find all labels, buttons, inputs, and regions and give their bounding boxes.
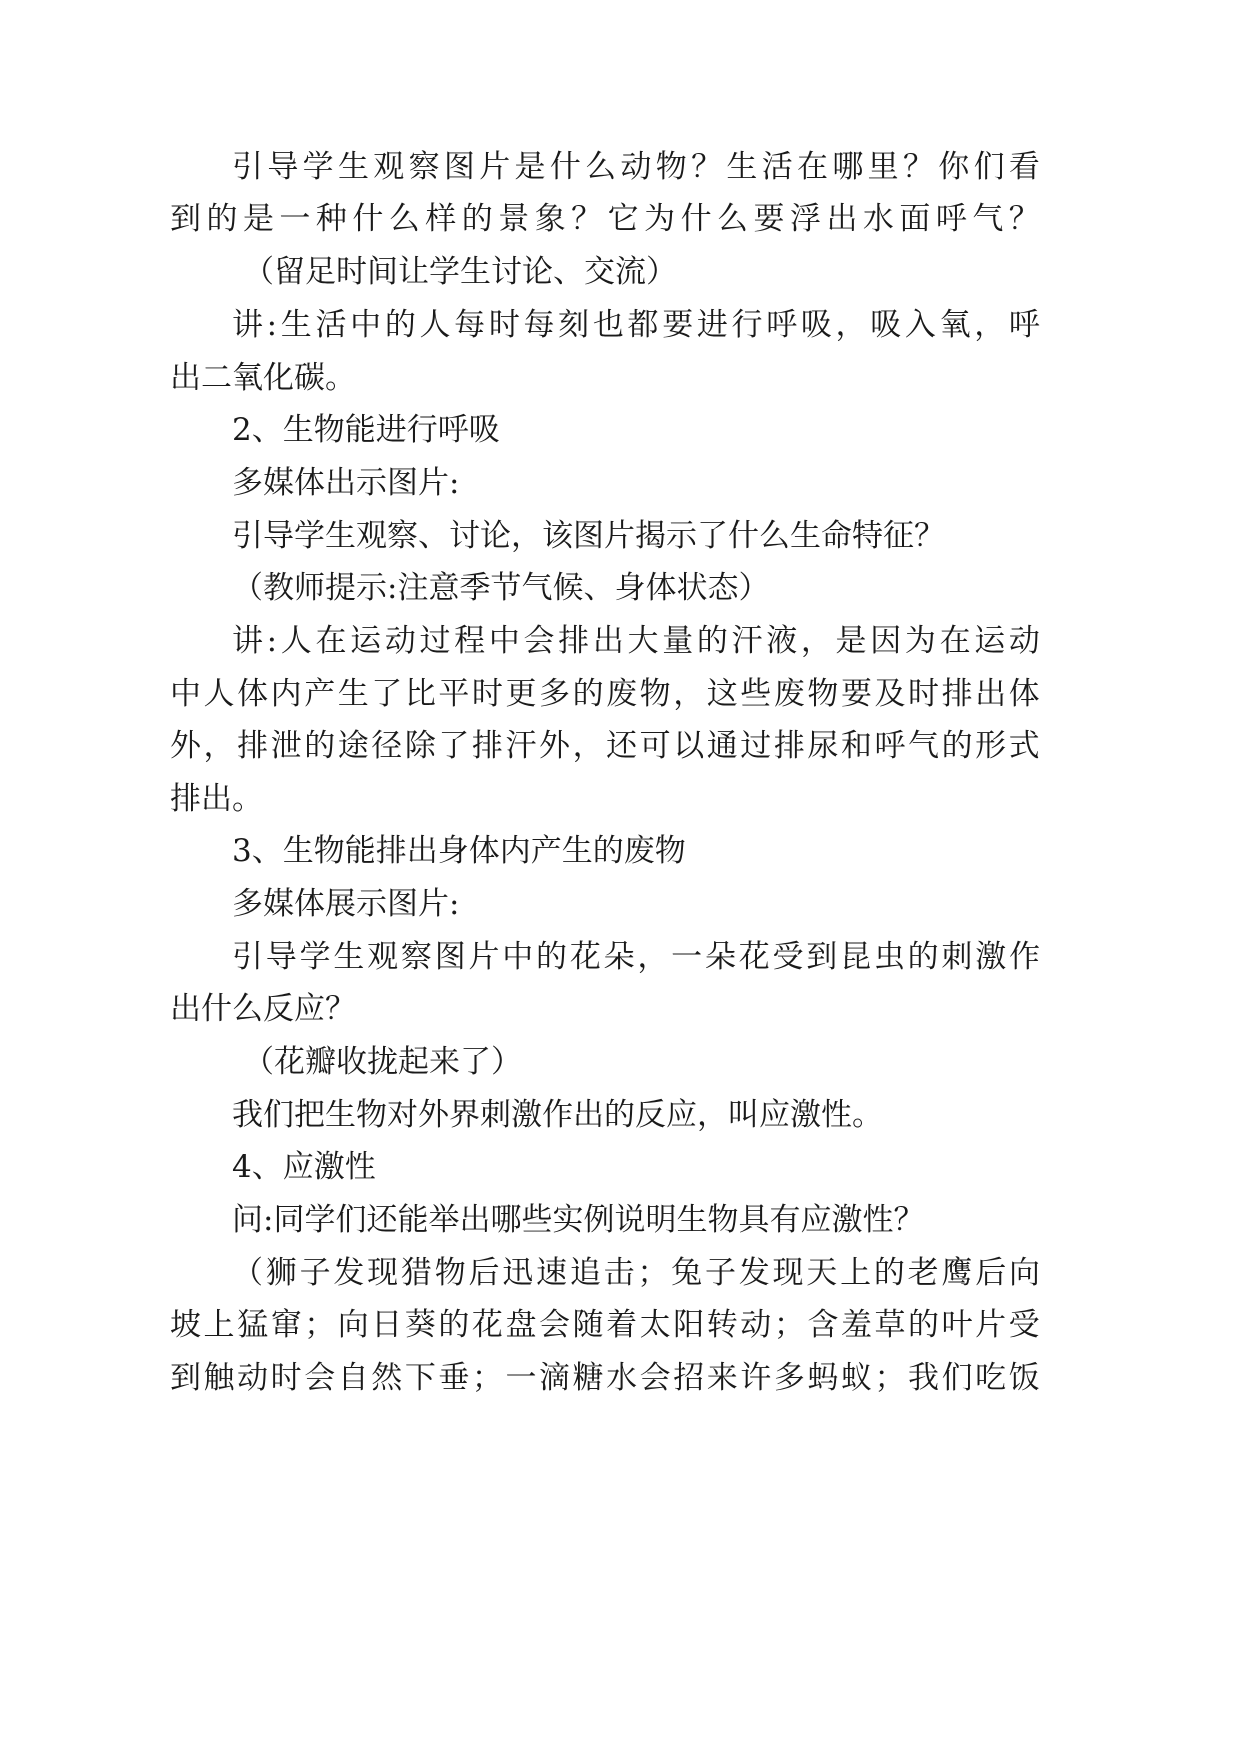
text-line: 我们把生物对外界刺激作出的反应，叫应激性。	[232, 1097, 883, 1133]
text-line: 坡 上 猛 窜 ； 向 日 葵 的 花 盘 会 随 着 太 阳 转 动 ； 含 羞 草 的 叶 片 受	[170, 1307, 1040, 1343]
text-line: 讲 : 生 活 中 的 人 每 时 每 刻 也 都 要 进 行 呼 吸 ， 吸 入 氧 ， 呼	[232, 307, 1040, 343]
text-line: 3、生物能排出身体内产生的废物	[232, 833, 686, 869]
text-line: 引 导 学 生 观 察 图 片 是 什 么 动 物 ？ 生 活 在 哪 里 ？ 你 们 看	[232, 149, 1040, 185]
text-line: 讲 : 人 在 运 动 过 程 中 会 排 出 大 量 的 汗 液 ， 是 因 为 在 运 动	[232, 623, 1040, 659]
text-line: 到 触 动 时 会 自 然 下 垂 ； 一 滴 糖 水 会 招 来 许 多 蚂 蚁 ； 我 们 吃 饭	[170, 1360, 1040, 1396]
text-line: 外 ， 排 泄 的 途 径 除 了 排 汗 外 ， 还 可 以 通 过 排 尿 和 呼 气 的 形 式	[170, 728, 1040, 764]
text-line: （教师提示:注意季节气候、身体状态）	[232, 570, 770, 606]
text-line: （留足时间让学生讨论、交流）	[243, 254, 677, 290]
text-line: （ 狮 子 发 现 猎 物 后 迅 速 追 击 ； 兔 子 发 现 天 上 的 老 鹰 后 向	[232, 1255, 1040, 1291]
text-line: 问:同学们还能举出哪些实例说明生物具有应激性？	[232, 1202, 925, 1238]
text-line: 出什么反应？	[170, 991, 356, 1027]
text-line: 2、生物能进行呼吸	[232, 412, 500, 448]
text-line: 出二氧化碳。	[170, 360, 356, 396]
text-line: 排出。	[170, 781, 263, 817]
text-line: 多媒体出示图片:	[232, 465, 460, 501]
text-line: （花瓣收拢起来了）	[243, 1044, 522, 1080]
text-line: 4、应激性	[232, 1149, 376, 1185]
text-line: 引导学生观察、讨论，该图片揭示了什么生命特征？	[232, 518, 945, 554]
text-line: 中 人 体 内 产 生 了 比 平 时 更 多 的 废 物 ， 这 些 废 物 要 及 时 排 出 体	[170, 676, 1040, 712]
text-line: 到 的 是 一 种 什 么 样 的 景 象 ？ 它 为 什 么 要 浮 出 水 面 呼 气 ？	[170, 201, 1040, 237]
text-line: 引 导 学 生 观 察 图 片 中 的 花 朵 ， 一 朵 花 受 到 昆 虫 的 刺 激 作	[232, 939, 1040, 975]
text-line: 多媒体展示图片:	[232, 886, 460, 922]
